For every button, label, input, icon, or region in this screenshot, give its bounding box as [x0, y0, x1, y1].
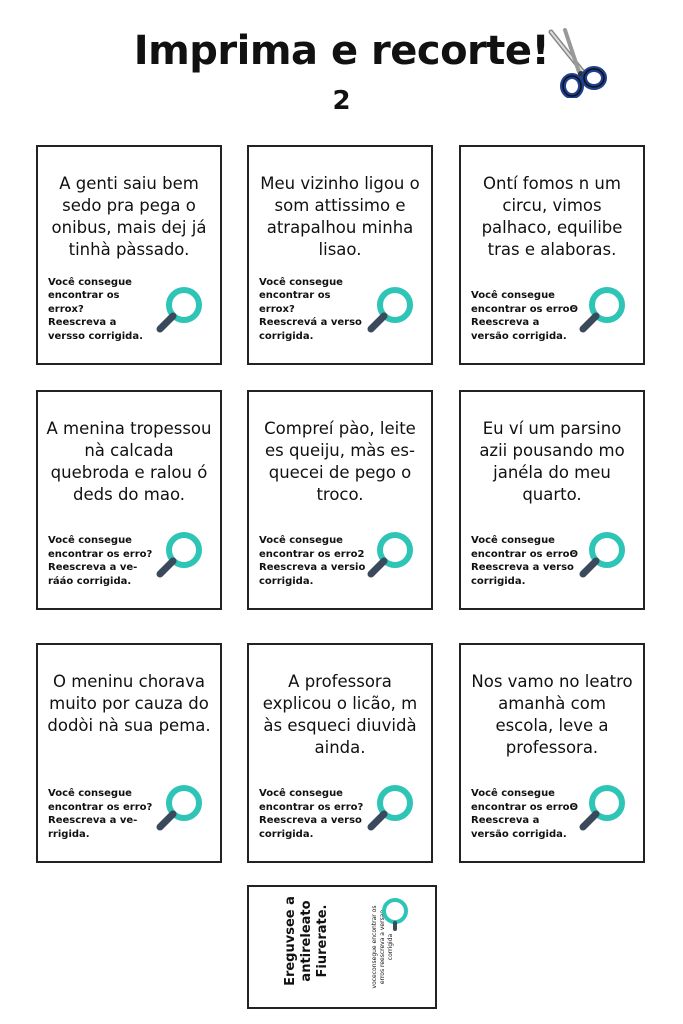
prompt-rewrite: Reescreva a versso corrigida. — [48, 317, 143, 342]
magnifier-icon — [575, 528, 631, 584]
exercise-card — [247, 390, 433, 610]
prompt-rewrite: Reescrevá a verso corrigida. — [259, 317, 362, 342]
prompt-rewrite: Reescreva a ve-rrigida. — [48, 815, 138, 840]
card-sentence: Eu ví um parsino azii pousando mo janéla do meu quarto. — [479, 419, 625, 504]
exercise-card — [459, 390, 645, 610]
magnifier-icon — [575, 781, 631, 837]
prompt-find-errors: Você consegue encontrar os erroΘ — [471, 290, 579, 315]
card-prompts — [471, 289, 579, 343]
exercise-card-rotated — [247, 885, 437, 1009]
exercise-card — [36, 145, 222, 365]
prompt-find-errors: Você consegue encontrar os erro? — [48, 788, 153, 813]
card-sentence: Ontí fomos n um circu, vimos palhaco, equilibe tras e alaboras. — [481, 174, 623, 259]
prompt-rewrite: Reescreva a versio corrigida. — [259, 562, 366, 587]
card-prompts — [471, 534, 579, 588]
magnifier-icon — [377, 895, 413, 931]
card-sentence: Ereguvsee a antireleato Fiurerate. — [283, 896, 330, 986]
card-prompts: voceconsegue encontrar os erros reescreva a versao corrigida — [371, 905, 394, 989]
card-sentence: O meninu chorava muito por cauza do dodòi nà sua pema. — [47, 672, 211, 735]
exercise-card — [36, 643, 222, 863]
card-sentence: A genti saiu bem sedo pra pega o onibus, mais dej já tinhà pàssado. — [51, 174, 207, 259]
prompt-rewrite: Reescreva a versão corrigida. — [471, 815, 567, 840]
card-prompts — [259, 534, 367, 588]
card-sentence: A menina tropessou nà calcada quebroda e ralou ó deds do mao. — [46, 419, 212, 504]
prompt-find-errors: Você consegue encontrar os errox? — [259, 276, 343, 315]
page-number: 2 — [332, 86, 351, 116]
page-title: Imprima e recorte! — [133, 28, 550, 74]
card-sentence: A professora explicou o licão, m às esqueci diuvidà ainda. — [262, 672, 418, 757]
page-header — [0, 0, 683, 130]
prompt-find-errors: Você consegue encontrar os erro? — [259, 788, 364, 813]
scissors-icon — [545, 28, 607, 98]
prompt-rewrite: Reescreva a verso corrigida. — [259, 815, 362, 840]
exercise-card — [36, 390, 222, 610]
magnifier-icon — [575, 283, 631, 339]
card-prompts — [471, 787, 579, 841]
magnifier-icon — [363, 283, 419, 339]
exercise-card — [459, 643, 645, 863]
card-prompts — [48, 534, 156, 588]
prompt-find-errors: Você consegue encontrar os erro2 — [259, 535, 365, 560]
magnifier-icon — [152, 528, 208, 584]
prompt-find-errors: Você consegue encontrar os errox? — [48, 276, 132, 315]
card-sentence: Meu vizinho ligou o som attissimo e atrapalhou minha lisao. — [260, 174, 420, 259]
magnifier-icon — [152, 283, 208, 339]
magnifier-icon — [363, 528, 419, 584]
magnifier-icon — [152, 781, 208, 837]
prompt-find-errors: Você consegue encontrar os erroΘ — [471, 535, 579, 560]
card-prompts — [48, 276, 156, 344]
prompt-find-errors: Você consegue encontrar os erro? — [48, 535, 153, 560]
prompt-rewrite: Reescreva a versão corrigida. — [471, 317, 567, 342]
magnifier-icon — [363, 781, 419, 837]
exercise-card — [247, 145, 433, 365]
card-sentence: Nos vamo no leatro amanhà com escola, leve a professora. — [471, 672, 633, 757]
prompt-rewrite: Reescreva a ve-rááo corrigida. — [48, 562, 138, 587]
card-prompts — [259, 787, 367, 841]
prompt-rewrite: Reescreva a verso corrigida. — [471, 562, 574, 587]
card-prompts — [48, 787, 156, 841]
card-prompts — [259, 276, 367, 344]
card-sentence: Compreí pào, leite es queiju, màs es-quecei de pego o troco. — [264, 419, 416, 504]
exercise-card — [247, 643, 433, 863]
exercise-card — [459, 145, 645, 365]
prompt-find-errors: Você consegue encontrar os erroΘ — [471, 788, 579, 813]
